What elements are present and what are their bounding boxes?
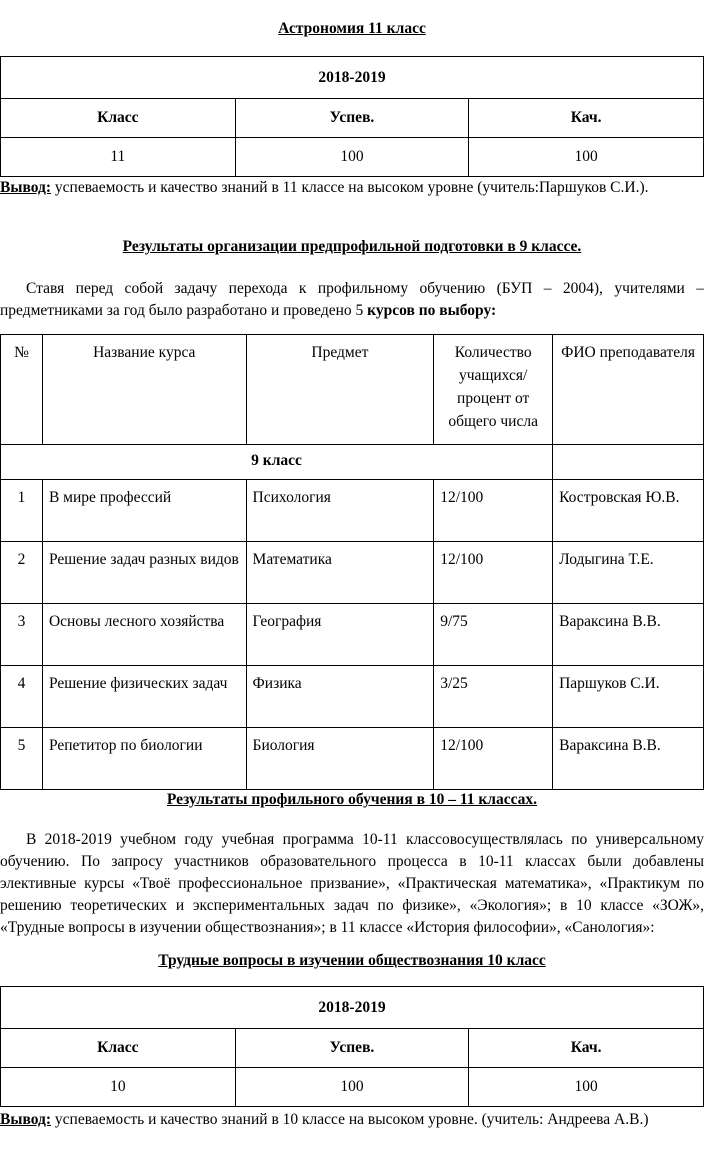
courses-cell-teacher: Паршуков С.И.: [553, 666, 704, 728]
social-header-success: Успев.: [235, 1029, 469, 1068]
courses-cell-num: 5: [1, 728, 43, 790]
courses-cell-subject: Биология: [246, 728, 434, 790]
astro-conclusion-text: успеваемость и качество знаний в 11 классе на высоком уровне (учитель:Паршуков С.И.).: [51, 179, 649, 196]
courses-body: [1, 480, 704, 790]
table-row: [1, 480, 704, 542]
table-row: [1, 604, 704, 666]
profile-paragraph: В 2018-2019 учебном году учебная программа 10-11 классовосуществлялась по универсальному обучению. По запросу участников образовательного процесса в 10-11 классах были добавлены элективные курсы «Твоё профессиональное призвание», «Практическая математика», «Практикум по решению теоретических и экспериментальных задач по физике», «Экология»; в 10 классе «ЗОЖ», «Трудные вопросы в изучении обществознания»; в 11 классе «История философии», «Санология»:: [0, 831, 704, 936]
courses-cell-course: В мире профессий: [42, 480, 246, 542]
courses-cell-num: 2: [1, 542, 43, 604]
courses-cell-subject: Математика: [246, 542, 434, 604]
courses-cell-count: 12/100: [434, 542, 553, 604]
astro-conclusion: [0, 177, 704, 199]
courses-cell-subject: Психология: [246, 480, 434, 542]
social-conclusion-label: Вывод:: [0, 1111, 52, 1128]
astro-header-quality: Кач.: [469, 99, 704, 138]
courses-header-subject: Предмет: [246, 335, 434, 445]
social-header-quality: Кач.: [469, 1029, 704, 1068]
courses-cell-count: 9/75: [434, 604, 553, 666]
courses-header-teacher: ФИО преподавателя: [553, 335, 704, 445]
social-cell-class: 10: [1, 1068, 236, 1107]
social-year: 2018-2019: [1, 987, 704, 1029]
courses-cell-teacher: Лодыгина Т.Е.: [553, 542, 704, 604]
astro-cell-success: 100: [235, 138, 469, 177]
table-row: [1, 728, 704, 790]
courses-cell-subject: Физика: [246, 666, 434, 728]
astro-header-success: Успев.: [235, 99, 469, 138]
courses-group-empty: [553, 445, 704, 480]
courses-header-num: №: [1, 335, 43, 445]
social-conclusion-text: успеваемость и качество знаний в 10 классе на высоком уровне. (учитель: Андреева А.В.): [51, 1111, 649, 1128]
courses-cell-num: 1: [1, 480, 43, 542]
courses-group-label: 9 класс: [1, 445, 553, 480]
courses-cell-count: 3/25: [434, 666, 553, 728]
courses-cell-teacher: Костровская Ю.В.: [553, 480, 704, 542]
courses-cell-course: Решение физических задач: [42, 666, 246, 728]
astro-header-class: Класс: [1, 99, 236, 138]
courses-cell-count: 12/100: [434, 480, 553, 542]
table-row: [1, 666, 704, 728]
preprofile-intro-bold: курсов по выбору:: [367, 302, 497, 319]
courses-cell-num: 4: [1, 666, 43, 728]
preprofile-title: Результаты организации предпрофильной подготовки в 9 классе.: [122, 238, 582, 255]
astro-year: 2018-2019: [1, 57, 704, 99]
courses-cell-course: Репетитор по биологии: [42, 728, 246, 790]
social-cell-success: 100: [235, 1068, 469, 1107]
courses-header-course: Название курса: [42, 335, 246, 445]
courses-table: [0, 334, 704, 790]
astro-table: [0, 56, 704, 177]
astro-cell-class: 11: [1, 138, 236, 177]
social-title: Трудные вопросы в изучении обществознания 10 класс: [158, 952, 546, 969]
astro-title: Астрономия 11 класс: [278, 20, 426, 37]
courses-cell-teacher: Вараксина В.В.: [553, 604, 704, 666]
courses-header-count: Количество учащихся/ процент от общего числа: [434, 335, 553, 445]
social-header-class: Класс: [1, 1029, 236, 1068]
courses-cell-count: 12/100: [434, 728, 553, 790]
profile-title: Результаты профильного обучения в 10 – 11 классах.: [166, 791, 538, 808]
preprofile-intro-text: Ставя перед собой задачу перехода к профильному обучению (БУП – 2004), учителями – предметниками за год было разработано и проведено 5: [0, 280, 704, 319]
table-row: [1, 542, 704, 604]
courses-cell-subject: География: [246, 604, 434, 666]
social-conclusion: [0, 1109, 704, 1131]
preprofile-intro: [0, 278, 704, 322]
courses-cell-course: Основы лесного хозяйства: [42, 604, 246, 666]
astro-cell-quality: 100: [469, 138, 704, 177]
courses-cell-course: Решение задач разных видов: [42, 542, 246, 604]
courses-cell-num: 3: [1, 604, 43, 666]
social-cell-quality: 100: [469, 1068, 704, 1107]
social-table: [0, 986, 704, 1107]
astro-conclusion-label: Вывод:: [0, 179, 52, 196]
courses-cell-teacher: Вараксина В.В.: [553, 728, 704, 790]
